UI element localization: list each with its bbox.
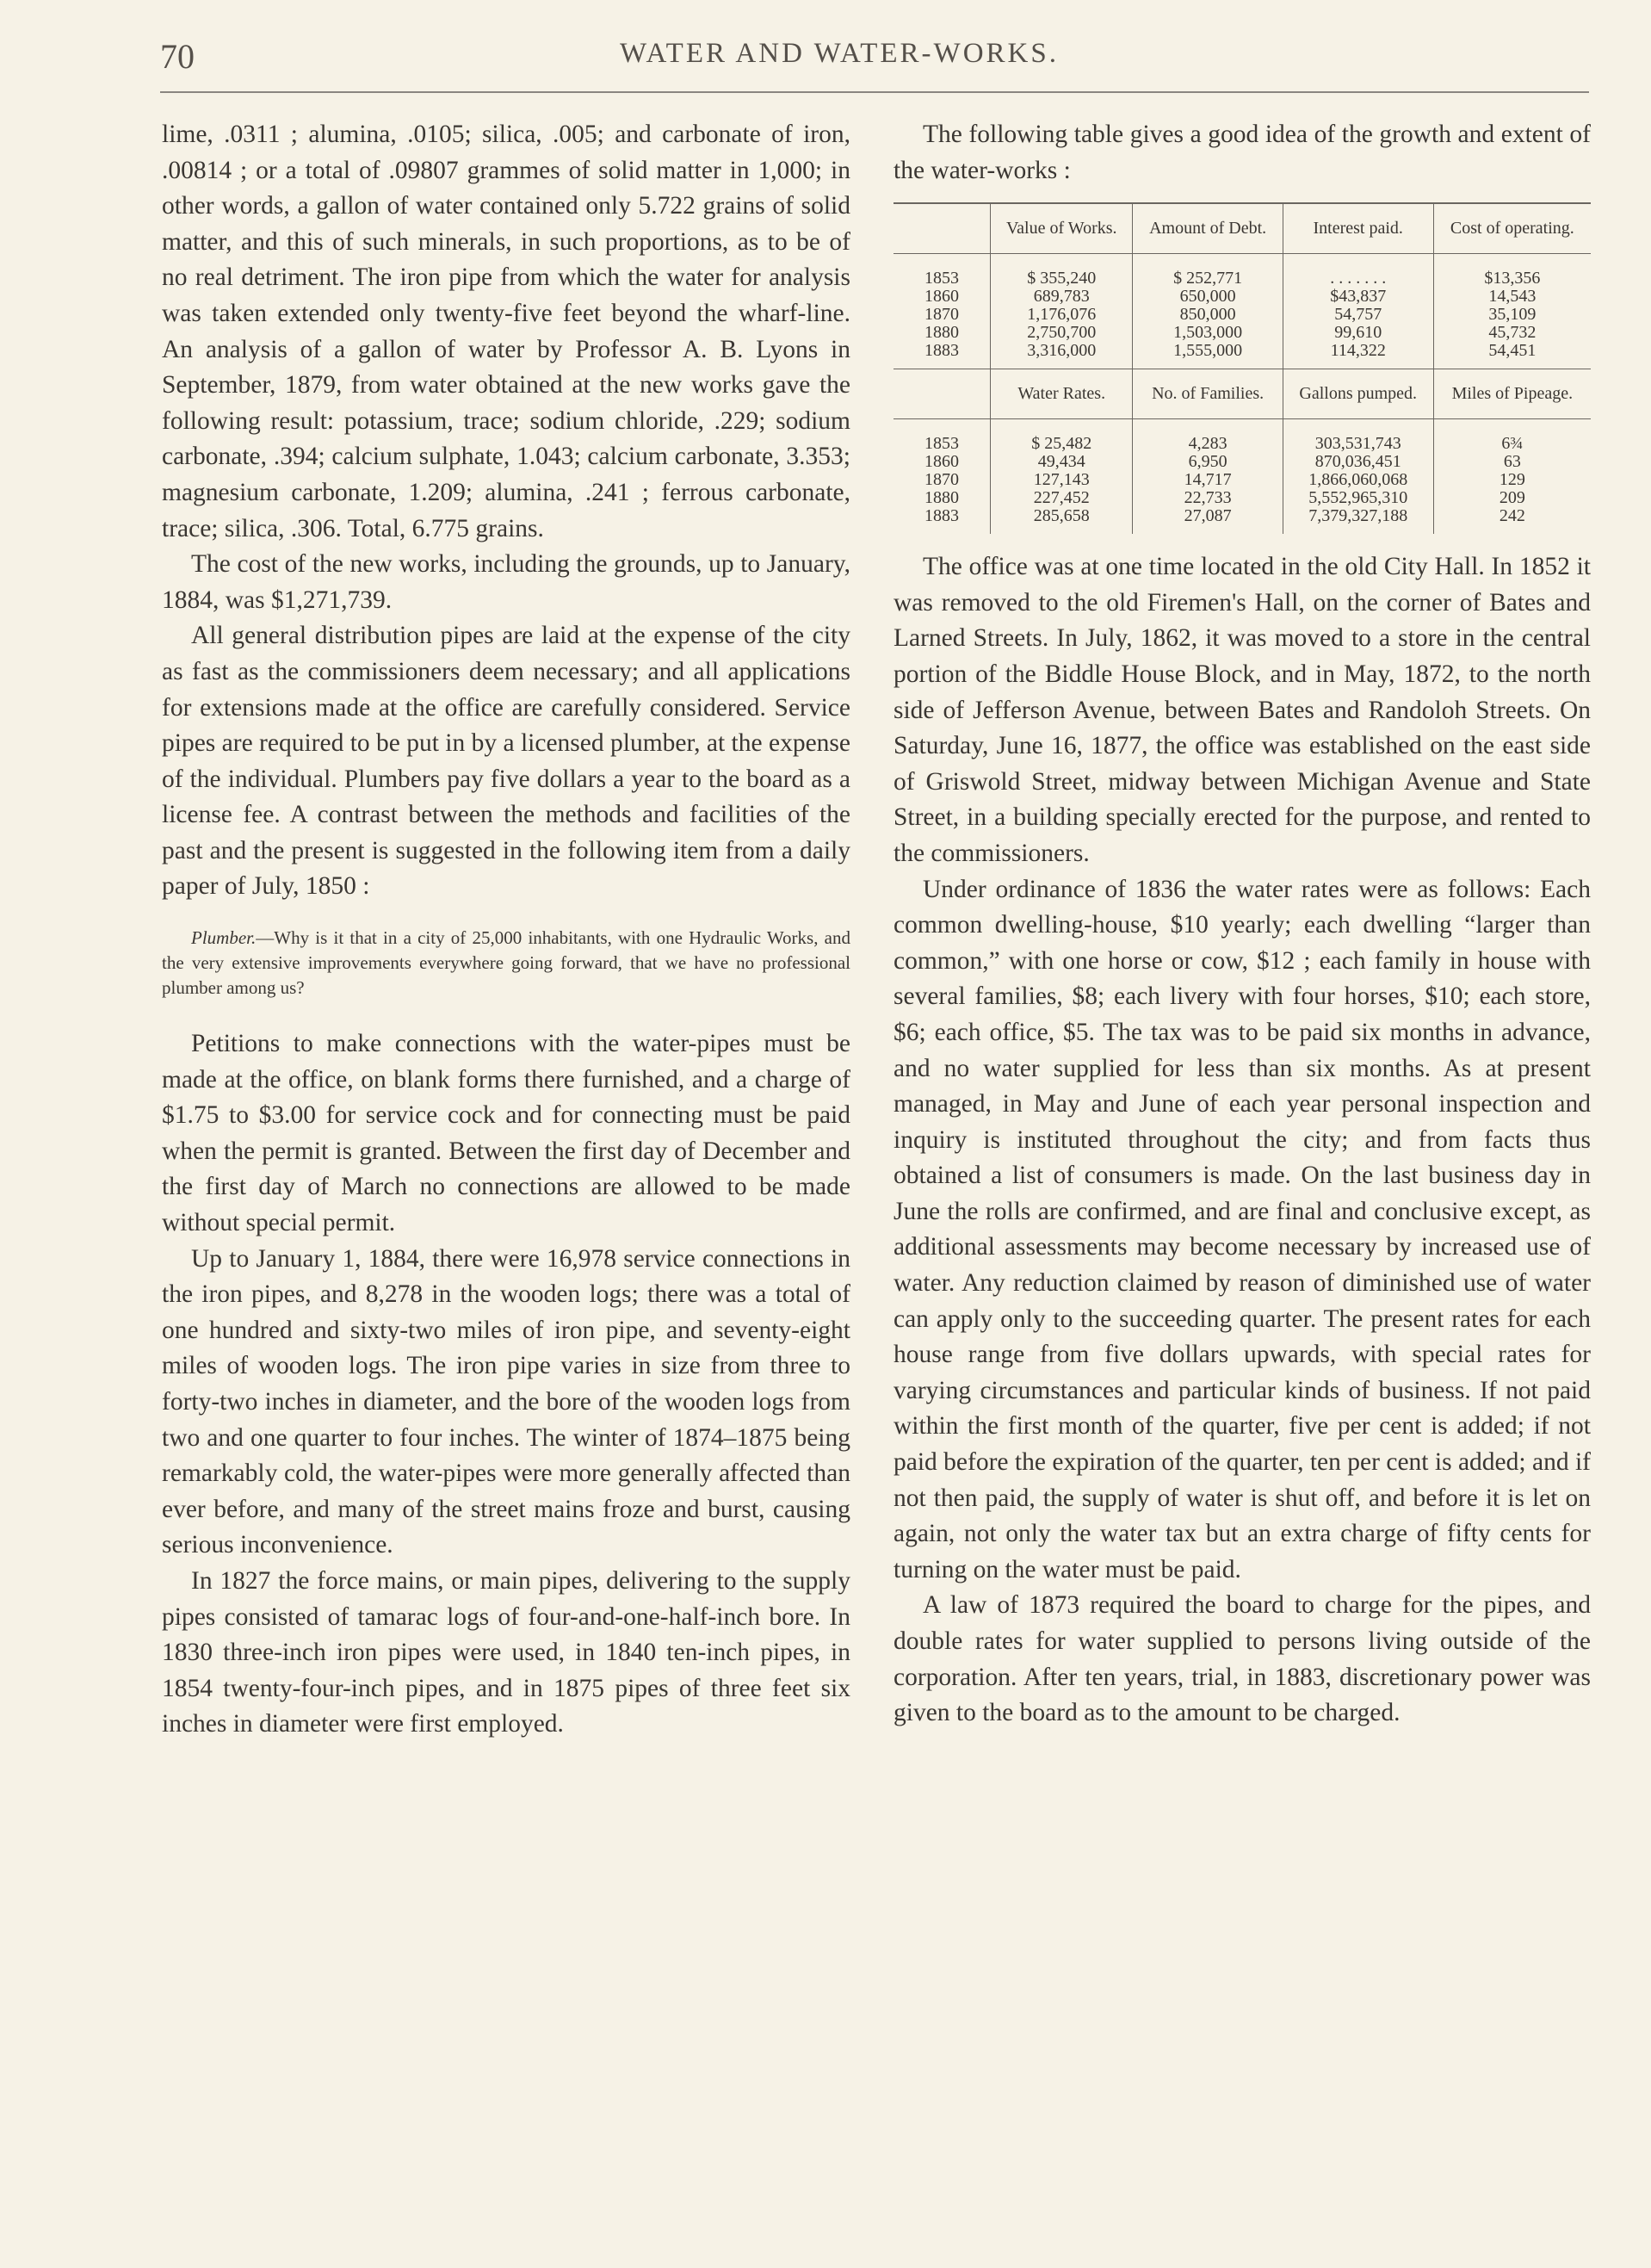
year-cell: 1853 1860 1870 1880 1883 [924,434,959,526]
table-header: Interest paid. [1283,204,1433,254]
quote-text: —Why is it that in a city of 25,000 inhabitants, with one Hydraulic Works, and the very extensive improvements everywhere going forward, that we have no professional plumber among us? [162,927,850,999]
paragraph: The office was at one time located in the old City Hall. In 1852 it was removed to the old Firemen's Hall, on the corner of Bates and Larned Streets. In July, 1862, it was moved to a store in the central portion of the Biddle House Block, and in May, 1872, to the north side of Jefferson Avenue, between Bates and Randoloh Streets. On Saturday, June 16, 1877, the office was established on the east side of Griswold Street, midway between Michigan Avenue and State Street, in a building specially erected for the purpose, and rented to the commissioners. [894,553,1591,867]
table-header: Cost of operating. [1433,204,1591,254]
paragraph: All general distribution pipes are laid at the expense of the city as fast as the commissioners deem necessary; and all applications for extensions made at the office are carefully considered. Service pipes are required to be put in by a licensed plumber, at the expense of the individual. Plumbers pay five dollars a year to the board as a license fee. A contrast between the methods and facilities of the past and the present is suggested in the following item from a daily paper of July, 1850 : [162,622,850,901]
table-cell: $13,356 14,543 35,109 45,732 54,451 [1433,254,1591,369]
page-header [0,36,1651,81]
left-column [162,117,850,1743]
table-cell: $ 25,482 49,434 127,143 227,452 285,658 [991,419,1133,535]
table-cell: $ 355,240 689,783 1,176,076 2,750,700 3,316,000 [991,254,1133,369]
year-cell: 1853 1860 1870 1880 1883 [894,254,991,369]
header-rule [160,91,1589,93]
right-column [894,117,1591,1732]
paragraph: Under ordinance of 1836 the water rates were as follows: Each common dwelling-house, $10 yearly; each dwelling “larger than common,” with one horse or cow, $12 ; each family in house with several families, $8; each livery with four horses, $10; each store, $6; each office, $5. The tax was to be paid six months in advance, and no water supplied for less than six months. As at present managed, in May and June of each year personal inspection and inquiry is instituted throughout the city; and from facts thus obtained a list of consumers is made. On the last business day in June the rolls are confirmed, and are final and conclusive except, as additional assessments may become necessary by increased use of water. Any reduction claimed by reason of diminished use of water can apply only to the succeeding quarter. The present rates for each house range from five dollars upwards, with special rates for varying circumstances and particular kinds of business. If not paid within the first month of the quarter, five per cent is added; if not paid before the expiration of the quarter, ten per cent is added; and if not then paid, the supply of water is shut off, and before it is let on again, not only the water tax but an extra charge of fifty cents for turning on the water must be paid. [894,875,1591,1583]
paragraph: A law of 1873 required the board to charge for the pipes, and double rates for water supplied to persons living outside of the corporation. After ten years, trial, in 1883, discretionary power was given to the board as to the amount to be charged. [894,1591,1591,1727]
table-cell: 4,283 6,950 14,717 22,733 27,087 [1133,419,1283,535]
table-header: Miles of Pipeage. [1433,369,1591,419]
table-cell: 6¾ 63 129 209 242 [1433,419,1591,535]
paragraph: Up to January 1, 1884, there were 16,978 service connections in the iron pipes, and 8,278 in the wooden logs; there was a total of one hundred and sixty-two miles of iron pipe, and seventy-eight miles of wooden logs. The iron pipe varies in size from three to forty-two inches in diameter, and the bore of the wooden logs from two and one quarter to four inches. The winter of 1874–1875 being remarkably cold, the water-pipes were more generally affected than ever before, and many of the street mains froze and burst, causing serious inconvenience. [162,1244,850,1559]
newspaper-quote [162,926,850,1001]
statistics-table [894,202,1591,534]
paragraph: The cost of the new works, including the grounds, up to January, 1884, was $1,271,739. [162,550,850,614]
paragraph: lime, .0311 ; alumina, .0105; silica, .005; and carbonate of iron, .00814 ; or a total of .09807 grammes of solid matter in 1,000; in other words, a gallon of water contained only 5.722 grains of solid matter, and this of such minerals, in such proportions, as to be of no real detriment. The iron pipe from which the water for analysis was taken extended only twenty-five feet beyond the wharf-line. An analysis of a gallon of water by Professor A. B. Lyons in September, 1879, from water obtained at the new works gave the following result: potassium, trace; sodium chloride, .229; sodium carbonate, .394; calcium sulphate, 1.043; calcium carbonate, 3.353; magnesium carbonate, 1.209; alumina, .241 ; ferrous carbonate, trace; silica, .306. Total, 6.775 grains. [162,121,850,542]
paragraph: Petitions to make connections with the water-pipes must be made at the office, on blank forms there furnished, and a charge of $1.75 to $3.00 for service cock and for connecting must be paid when the permit is granted. Between the first day of December and the first day of March no connections are allowed to be made without special permit. [162,1030,850,1237]
page-number: 70 [160,37,195,76]
table-header: Gallons pumped. [1283,369,1433,419]
table-intro: The following table gives a good idea of the growth and extent of the water-works : [894,121,1591,184]
table-cell: 303,531,743 870,036,451 1,866,060,068 5,552,965,310 7,379,327,188 [1283,419,1433,535]
quote-label: Plumber. [191,927,257,949]
table-header: No. of Families. [1133,369,1283,419]
paragraph: In 1827 the force mains, or main pipes, delivering to the supply pipes consisted of tamarac logs of four-and-one-half-inch bore. In 1830 three-inch iron pipes were used, in 1840 ten-inch pipes, in 1854 twenty-four-inch pipes, and in 1875 pipes of three feet six inches in diameter were first employed. [162,1566,850,1738]
table-header: Water Rates. [991,369,1133,419]
table-header: Value of Works. [991,204,1133,254]
table-cell: $ 252,771 650,000 850,000 1,503,000 1,555,000 [1133,254,1283,369]
running-title: WATER AND WATER-WORKS. [620,38,1059,69]
table-cell: . . . . . . . $43,837 54,757 99,610 114,322 [1283,254,1433,369]
table-header: Amount of Debt. [1133,204,1283,254]
